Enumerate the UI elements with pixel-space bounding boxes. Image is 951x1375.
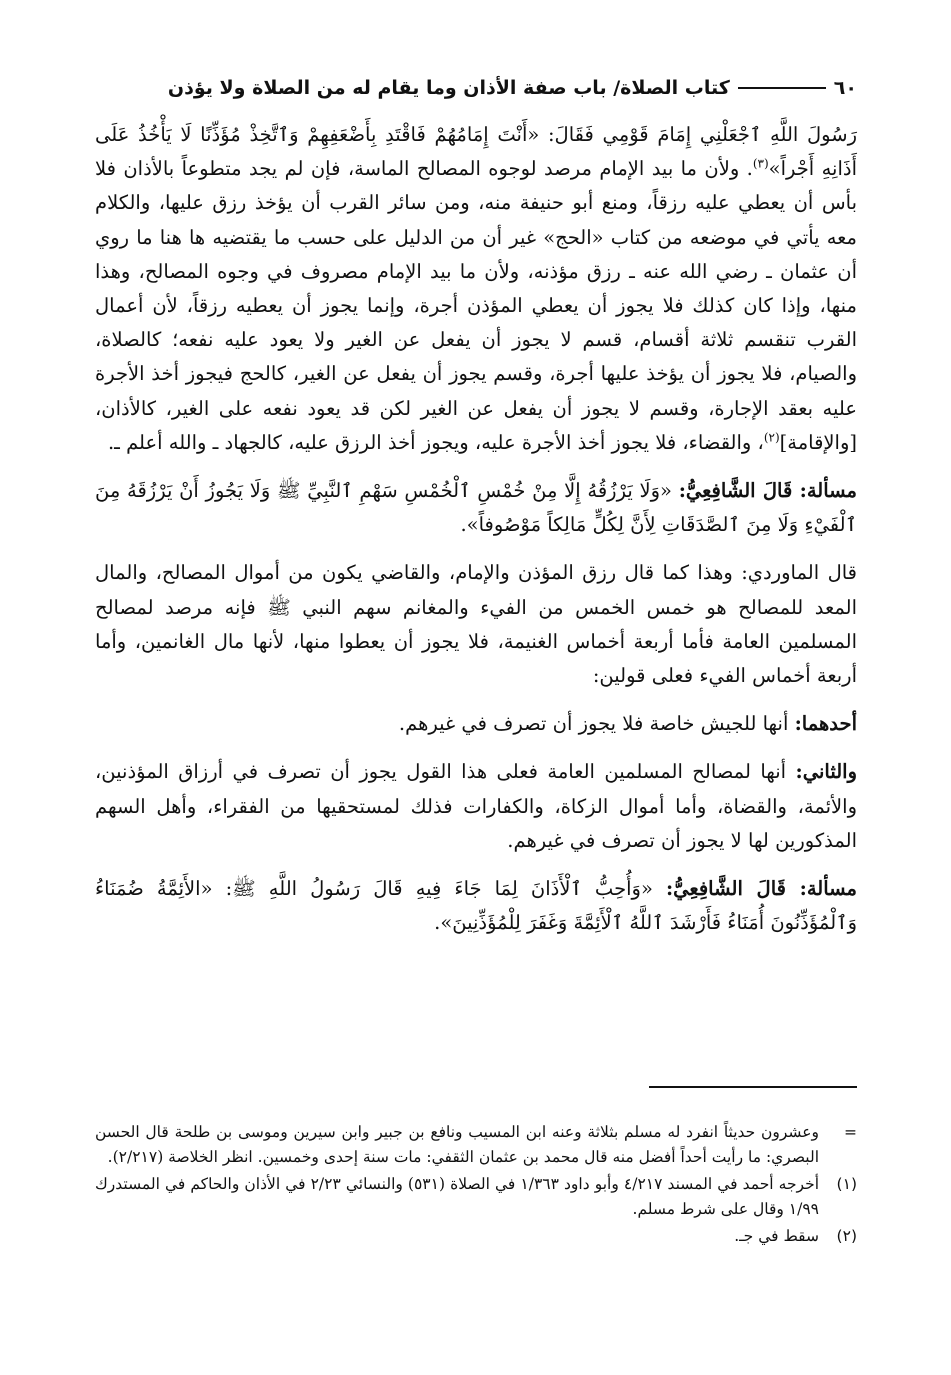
header-rule xyxy=(738,87,826,89)
page xyxy=(95,70,858,1245)
main-text xyxy=(95,118,857,940)
footnotes xyxy=(95,1120,857,1251)
first-opinion-text: أنها للجيش خاصة فلا يجوز أن تصرف في غيرهم. xyxy=(398,712,789,736)
footnote-separator xyxy=(649,1086,857,1088)
footnote-text: أخرجه أحمد في المسند ٤/٢١٧ وأبو داود ١/٣٦٣ في الصلاة (٥٣١) والنسائي ٢/٢٣ في الأذان والحاكم في المستدرك ١/٩٩ وقال على شرط مسلم. xyxy=(95,1175,819,1218)
running-header xyxy=(95,70,857,106)
footnote-text: وعشرون حديثاً انفرد له مسلم بثلاثة وعنه ابن المسيب ونافع بن جبير وابن سيرين وموسى بن طلحة قال الحسن البصري: ما رأيت أحداً أفضل منه قال محمد بن عثمان الثقفي: مات سنة إحدى وخمسين. انظر الخلاصة (٢/٢١٧). xyxy=(95,1123,819,1166)
footnote-marker: (٢) xyxy=(836,1227,857,1245)
second-opinion-lead: والثاني: xyxy=(795,760,857,784)
footnote-item xyxy=(95,1172,857,1222)
footnote-item xyxy=(95,1224,857,1249)
masala-2-lead: مسألة: قَالَ الشَّافِعِيُّ: xyxy=(665,877,857,901)
page-number: ٦٠ xyxy=(833,77,857,99)
first-opinion-lead: أحدهما: xyxy=(794,712,857,736)
footnote-text: سقط في جـ. xyxy=(734,1227,819,1245)
paragraph-mawardi xyxy=(95,556,857,693)
masala-2 xyxy=(95,872,857,940)
second-opinion-text: أنها لمصالح المسلمين العامة فعلى هذا القول يجوز أن تصرف في أرزاق المؤذنين، والأئمة، والقضاة، وأما أموال الزكاة، والكفارات فذلك لمستحقيها من الفقراء، وأهل السهم المذكورين لها لا يجوز أن تصرف في غيرهم. xyxy=(95,760,857,852)
footnote-ref-3: (٣) xyxy=(752,156,769,171)
hadith-quote: رَسُولَ اللَّهِ ٱجْعَلْنِي إِمَامَ قَوْمِي فَقَالَ: «أَنْتَ إِمَامُهُمْ فَاقْتَدِ بِأَضْعَفِهِمْ وَٱتَّخِذْ مُؤَذِّنًا لَا يَأْخُذُ عَلَى أَذَانِهِ أَجْراً» xyxy=(95,123,857,181)
footnote-ref-2: (٢) xyxy=(763,430,780,445)
footnote-item xyxy=(95,1120,857,1170)
masala-1 xyxy=(95,474,857,542)
paragraph-mawardi-text: قال الماوردي: وهذا كما قال رزق المؤذن والإمام، والقاضي يكون من أموال المصالح، والمال المعد للمصالح هو خمس الخمس من الفيء والمغانم سهم النبي ﷺ فإنه مرصد لمصالح المسلمين العامة فأما أربعة أخماس الغنيمة، فلا يجوز أن يعطوا منها، لأنها مال الغانمين، وأما أربعة أخماس الفيء فعلى قولين: xyxy=(95,561,857,688)
paragraph-tail: ، والقضاء، فلا يجوز أخذ الأجرة عليه، ويجوز أخذ الرزق عليه، كالجهاد ـ والله أعلم ـ. xyxy=(107,430,764,454)
paragraph-opening xyxy=(95,118,857,460)
running-title: كتاب الصلاة/ باب صفة الأذان وما يقام له من الصلاة ولا يؤذن xyxy=(167,77,730,99)
footnote-marker: (١) xyxy=(836,1175,857,1193)
paragraph-text: . ولأن ما بيد الإمام مرصد لوجوه المصالح الماسة، فإن لم يجد متطوعاً بالأذان فلا بأس أن يعطي عليه رزقاً، ومنع أبو حنيفة منه، ومن سائر القرب أن يؤخذ رزق عليها، والكلام معه يأتي في موضعه من كتاب «الحج» غير أن من الدليل على حسب ما يقتضيه ها هنا ما روي أن عثمان ـ رضي الله عنه ـ رزق مؤذنه، ولأن ما بيد الإمام مصروف في وجوه المصالح، وهذا منها، وإذا كان كذلك فلا يجوز أن يعطي المؤذن أجرة، وإنما يجوز أن يعطيه رزقاً، لأن أعمال القرب تنقسم ثلاثة أقسام، قسم لا يجوز أن يفعل عن الغير ولا يعود عليه نفعه؛ كالصلاة، والصيام، فلا يجوز أن يؤخذ عليها أجرة، وقسم يجوز أن يفعل عن الغير، كالحج فيجوز أخذ الأجرة عليه بعقد الإجارة، وقسم لا يجوز أن يفعل عن الغير لكن قد يعود نفعه على الغير، كالأذان، [والإقامة] xyxy=(95,157,857,454)
masala-1-lead: مسألة: قَالَ الشَّافِعِيُّ: xyxy=(678,479,858,503)
footnote-marker: = xyxy=(844,1123,857,1141)
masala-2-text: «وَأُحِبُّ ٱلْأَذَانَ لِمَا جَاءَ فِيهِ قَالَ رَسُولُ اللَّهِ ﷺ: «الأَئِمَّةُ ضُمَنَاءُ وَٱلْمُؤَذِّنُونَ أُمَنَاءُ فَأَرْشَدَ ٱللَّهُ ٱلْأَئِمَّةَ وَغَفَرَ لِلْمُؤَذِّنِينَ». xyxy=(95,877,857,935)
paragraph-second-opinion xyxy=(95,755,857,858)
masala-1-text: «وَلَا يَرْزُقُهُ إِلَّا مِنْ خُمْسِ ٱلْخُمْسِ سَهْمِ ٱلنَّبِيِّ ﷺ وَلَا يَجُوزُ أَنْ يَرْزُقَهُ مِنَ ٱلْفَيْءِ وَلَا مِنَ ٱلصَّدَقَاتِ لِأَنَّ لِكُلٍّ مَالِكاً مَوْصُوفاً». xyxy=(95,479,857,537)
paragraph-first-opinion xyxy=(95,707,857,741)
